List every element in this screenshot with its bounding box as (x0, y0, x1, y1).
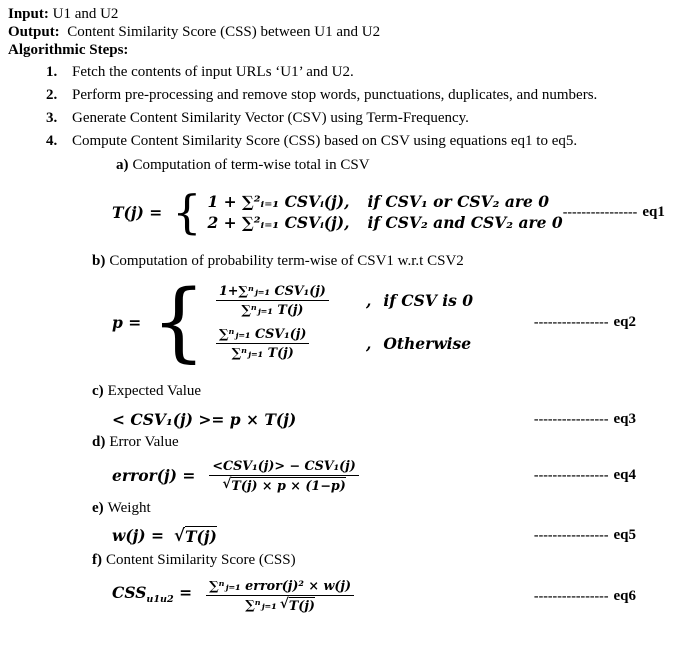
eq4-fraction (209, 458, 358, 494)
eq6-lhs-base: CSS (112, 582, 147, 602)
eq2-case-2-condition: Otherwise (383, 333, 472, 353)
substep-f-label: f) (92, 552, 102, 569)
fraction-bar (216, 300, 329, 301)
eq2-case-2-denominator: ∑ⁿⱼ₌₁ T(j) (231, 344, 294, 360)
substep-b (8, 251, 682, 271)
eq2-case-1-fraction (216, 283, 329, 318)
eq4-tag (534, 467, 636, 484)
input-label: Input: (8, 6, 49, 22)
eq1-case-rows (207, 193, 562, 231)
eq1-label: eq1 (642, 203, 665, 220)
substep-e-label: e) (92, 499, 104, 516)
left-brace-icon: { (151, 272, 206, 372)
fraction-bar (209, 475, 358, 476)
eq4-numerator: <CSV₁(j)> − CSV₁(j) (212, 458, 356, 473)
eq3-label: eq3 (613, 411, 636, 427)
eq1-tag (563, 204, 665, 221)
substep-c-label: c) (92, 383, 104, 399)
step-3 (8, 108, 682, 128)
equation-3-math (112, 411, 296, 428)
step-3-number: 3. (46, 110, 58, 126)
eq1-case-1 (207, 193, 562, 210)
eq2-lhs: p = (112, 312, 142, 332)
eq6-tag (534, 588, 636, 605)
substep-e (8, 498, 682, 518)
equation-2-math (112, 272, 474, 372)
eq6-lhs-subscript: u1u2 (146, 594, 174, 606)
step-2-number: 2. (46, 87, 58, 103)
equation-5-math (112, 526, 217, 546)
step-2-text: Perform pre-processing and remove stop words, punctuations, duplicates, and numbers. (72, 87, 598, 103)
eq4-lhs: error(j) = (112, 466, 196, 486)
step-4 (8, 131, 682, 151)
eq5-label: eq5 (613, 527, 636, 544)
eq6-sqrt (280, 597, 315, 614)
eq2-case-2-fraction-slot (212, 326, 364, 361)
square-root-icon: √ (174, 524, 186, 545)
eq2-case-1-numerator: 1+∑ⁿⱼ₌₁ CSV₁(j) (218, 283, 326, 299)
eq6-label: eq6 (613, 587, 636, 604)
eq2-cases (151, 272, 474, 372)
steps-label: Algorithmic Steps: (8, 42, 129, 58)
eq4-dashes: ---------------- (533, 468, 609, 484)
eq2-case-1-fraction-slot (212, 283, 364, 318)
equation-1-math (112, 185, 563, 239)
eq4-denominator (219, 477, 348, 494)
equation-1 (8, 185, 682, 239)
square-root-icon: √ (279, 596, 289, 612)
substep-a (8, 155, 682, 175)
eq6-denominator (242, 597, 318, 614)
substep-d-label: d) (92, 434, 106, 450)
substep-d (8, 432, 682, 452)
eq2-case-1-denominator: ∑ⁿⱼ₌₁ T(j) (241, 302, 304, 318)
substep-d-text: Error Value (109, 434, 179, 450)
eq4-label: eq4 (613, 467, 636, 484)
output-line (8, 24, 682, 41)
step-4-number: 4. (46, 133, 58, 149)
eq1-lhs: T(j) = (112, 202, 163, 222)
eq6-dashes: ---------------- (533, 588, 609, 604)
eq2-case-2-comma: , (365, 333, 372, 353)
fraction-bar (216, 343, 309, 344)
eq2-label: eq2 (613, 313, 636, 330)
substep-a-label: a) (116, 157, 129, 173)
input-line (8, 6, 682, 23)
equation-6-math (112, 578, 358, 614)
eq1-case-2-expression: 2 + ∑²ᵢ₌₁ CSVᵢ(j), (207, 213, 350, 232)
eq3-expression: < CSV₁(j) >= p × T(j) (112, 410, 297, 429)
eq2-dashes: ---------------- (533, 314, 609, 330)
eq5-sqrt (174, 526, 217, 546)
eq6-fraction (206, 578, 354, 614)
eq1-dashes: ---------------- (562, 204, 638, 220)
eq1-case-2-condition: if CSV₂ and CSV₂ are 0 (367, 213, 563, 232)
substep-c-text: Expected Value (107, 383, 202, 399)
eq2-case-rows (212, 283, 473, 361)
eq1-case-2 (207, 214, 562, 231)
eq2-case-1 (212, 283, 473, 318)
output-value: Content Similarity Score (CSS) between U1 and U2 (67, 24, 381, 40)
equation-2 (8, 272, 682, 372)
step-1 (8, 62, 682, 82)
eq1-case-1-condition: if CSV₁ or CSV₂ are 0 (367, 192, 550, 211)
eq6-equals: = (179, 582, 193, 602)
eq1-case-1-expression: 1 + ∑²ᵢ₌₁ CSVᵢ(j), (207, 192, 350, 211)
eq2-case-1-condition: if CSV is 0 (383, 291, 474, 311)
step-1-text: Fetch the contents of input URLs ‘U1’ and U2. (72, 64, 354, 80)
eq2-tag (534, 314, 636, 331)
step-4-text: Compute Content Similarity Score (CSS) based on CSV using equations eq1 to eq5. (72, 133, 578, 149)
substep-f-text: Content Similarity Score (CSS) (106, 552, 296, 569)
eq4-radicand: T(j) × p × (1−p) (231, 477, 346, 493)
eq2-case-1-comma: , (365, 291, 372, 311)
substep-e-text: Weight (107, 499, 151, 516)
eq2-case-2-numerator: ∑ⁿⱼ₌₁ CSV₁(j) (218, 326, 307, 341)
input-value: U1 and U2 (52, 6, 119, 22)
square-root-icon: √ (222, 475, 232, 492)
output-label: Output: (8, 24, 60, 40)
substep-b-label: b) (92, 253, 106, 269)
eq3-dashes: ---------------- (533, 412, 609, 427)
equation-5 (8, 526, 682, 546)
eq2-case-2-fraction (216, 326, 309, 361)
eq5-radicand: T(j) (185, 526, 217, 546)
eq5-dashes: ---------------- (533, 528, 609, 544)
substep-f (8, 550, 682, 570)
eq3-tag (534, 411, 636, 428)
eq6-numerator: ∑ⁿⱼ₌₁ error(j)² × w(j) (209, 578, 352, 594)
substep-a-text: Computation of term-wise total in CSV (132, 157, 370, 173)
eq1-cases (172, 185, 563, 239)
steps-heading (8, 42, 682, 59)
substep-b-text: Computation of probability term-wise of CSV1 w.r.t CSV2 (109, 253, 464, 269)
step-2 (8, 85, 682, 105)
eq5-lhs: w(j) = (112, 526, 165, 546)
substep-c (8, 381, 682, 401)
equation-4-math (112, 458, 363, 494)
step-1-number: 1. (46, 64, 58, 80)
eq6-radicand: T(j) (288, 598, 315, 613)
eq5-tag (534, 527, 636, 544)
equation-4 (8, 458, 682, 494)
equation-3 (8, 411, 682, 428)
step-3-text: Generate Content Similarity Vector (CSV) using Term-Frequency. (72, 110, 469, 126)
equation-6 (8, 578, 682, 614)
eq2-case-2 (212, 326, 473, 361)
eq6-denominator-sum: ∑ⁿⱼ₌₁ (245, 597, 277, 612)
left-brace-icon: { (172, 185, 202, 239)
eq6-lhs (112, 584, 192, 608)
